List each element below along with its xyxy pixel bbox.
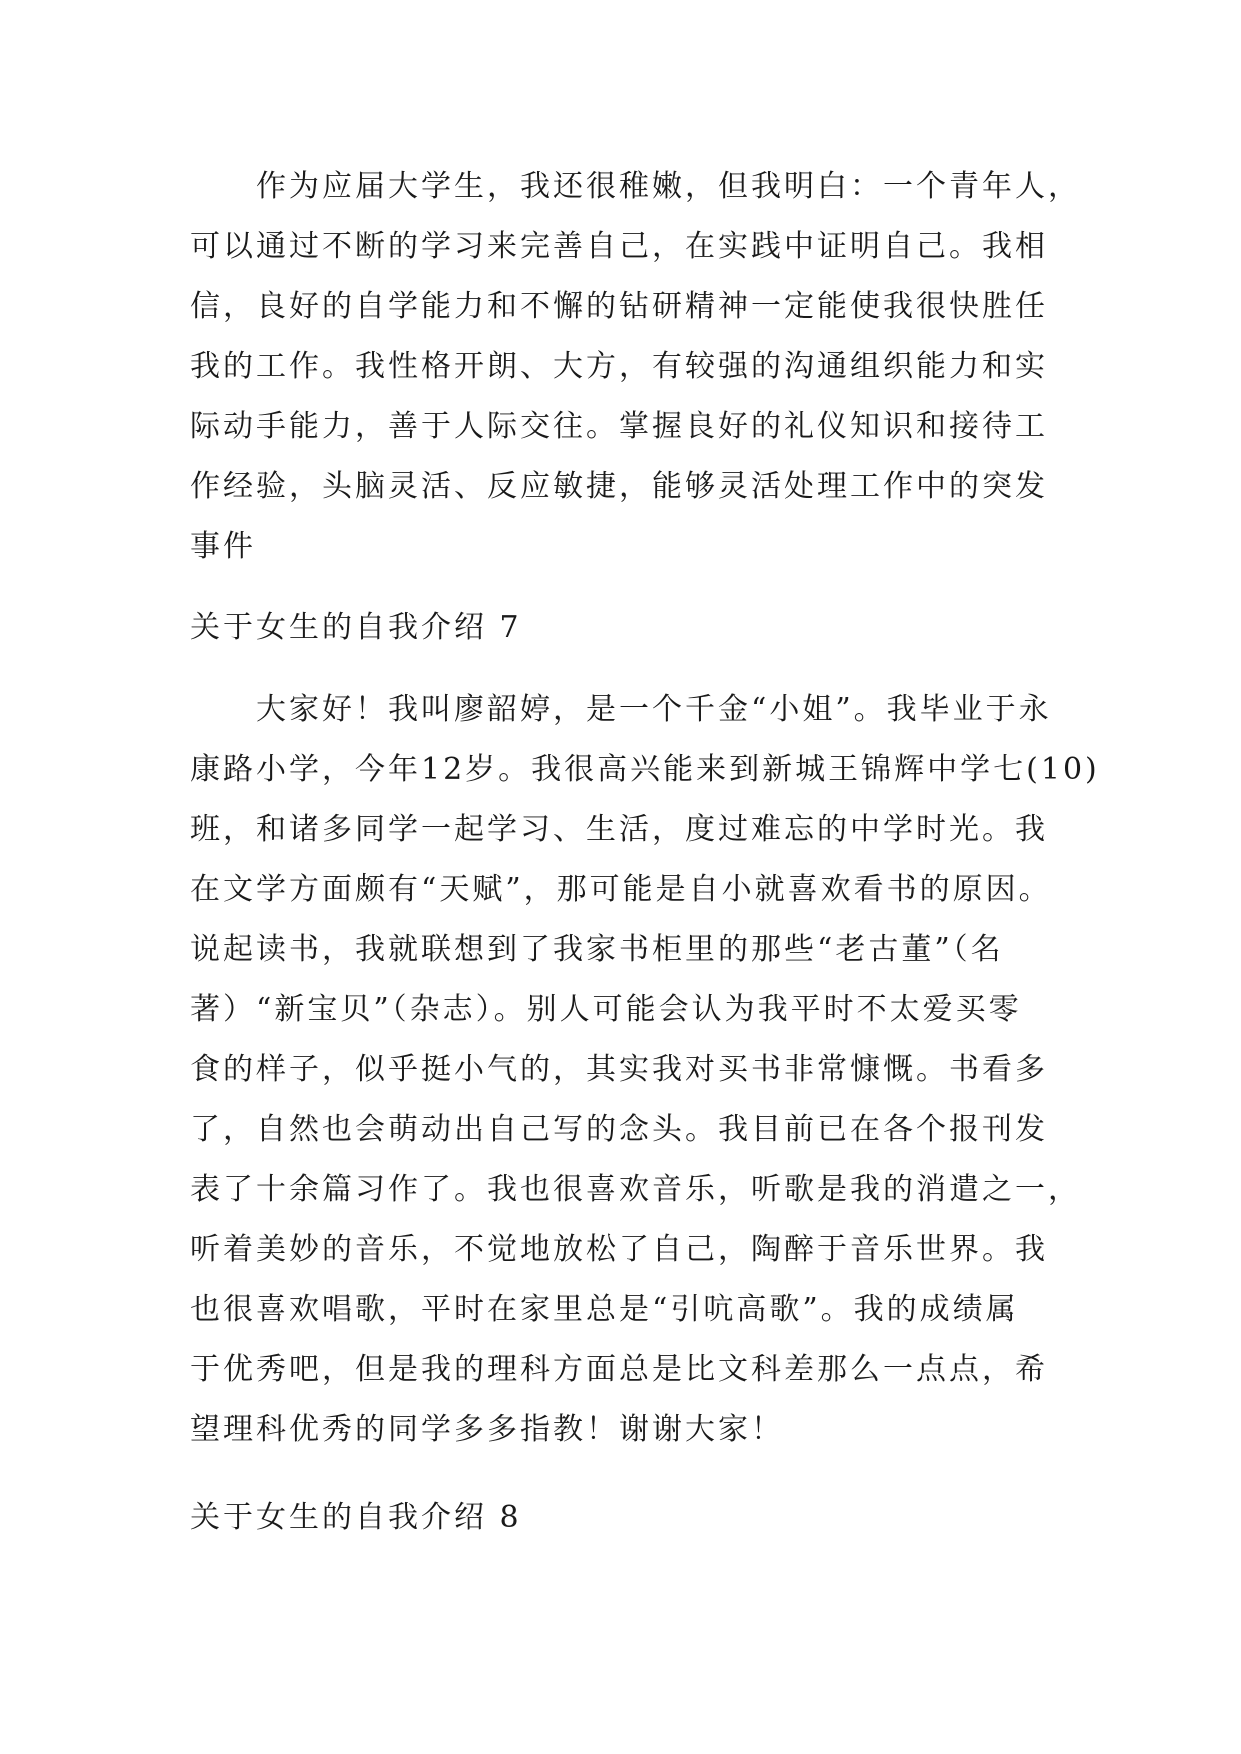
paragraph-line: 可以通过不断的学习来完善自己，在实践中证明自己。我相 [190, 229, 1048, 264]
section-heading-text: 关于女生的自我介绍 8 [190, 1500, 522, 1535]
paragraph-line: 食的样子，似乎挺小气的，其实我对买书非常慷慨。书看多 [190, 1052, 1048, 1087]
paragraph-line: 事件 [190, 529, 256, 564]
paragraph-line: 表了十余篇习作了。我也很喜欢音乐，听歌是我的消遣之一， [190, 1172, 1081, 1207]
paragraph-line: 信，良好的自学能力和不懈的钻研精神一定能使我很快胜任 [190, 289, 1048, 324]
section-heading-8 [190, 1488, 1050, 1548]
paragraph-girl-intro-7 [190, 680, 1100, 1460]
paragraph-line: 在文学方面颇有“天赋”，那可能是自小就喜欢看书的原因。 [190, 872, 1052, 907]
paragraph-graduate-intro [190, 157, 1081, 577]
paragraph-line: 也很喜欢唱歌，平时在家里总是“引吭高歌”。我的成绩属 [190, 1292, 1019, 1327]
paragraph-line: 听着美妙的音乐，不觉地放松了自己，陶醉于音乐世界。我 [190, 1232, 1048, 1267]
paragraph-line: 大家好！我叫廖韶婷，是一个千金“小姐”。我毕业于永 [256, 692, 1052, 727]
paragraph-line: 我的工作。我性格开朗、大方，有较强的沟通组织能力和实 [190, 349, 1048, 384]
section-heading-text: 关于女生的自我介绍 7 [190, 610, 522, 645]
paragraph-line: 著）“新宝贝”（杂志）。别人可能会认为我平时不太爱买零 [190, 992, 1022, 1027]
paragraph-line: 于优秀吧，但是我的理科方面总是比文科差那么一点点，希 [190, 1352, 1048, 1387]
paragraph-line: 康路小学，今年12岁。我很高兴能来到新城王锦辉中学七(10) [190, 752, 1100, 787]
paragraph-line: 际动手能力，善于人际交往。掌握良好的礼仪知识和接待工 [190, 409, 1048, 444]
paragraph-line: 作经验，头脑灵活、反应敏捷，能够灵活处理工作中的突发 [190, 469, 1048, 504]
paragraph-line: 望理科优秀的同学多多指教！谢谢大家！ [190, 1412, 784, 1447]
paragraph-line: 了，自然也会萌动出自己写的念头。我目前已在各个报刊发 [190, 1112, 1048, 1147]
section-heading-7 [190, 598, 1050, 658]
paragraph-line: 班，和诸多同学一起学习、生活，度过难忘的中学时光。我 [190, 812, 1048, 847]
paragraph-line: 说起读书，我就联想到了我家书柜里的那些“老古董”（名 [190, 932, 1004, 967]
paragraph-line: 作为应届大学生，我还很稚嫩，但我明白：一个青年人， [256, 169, 1081, 204]
